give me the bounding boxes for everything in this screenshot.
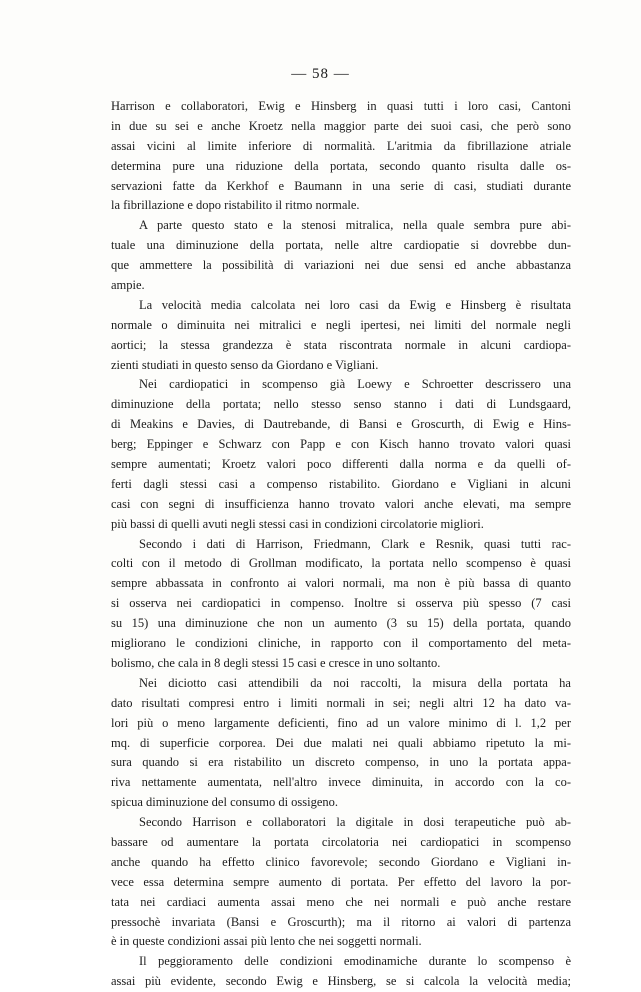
text-line: colti con il metodo di Grollman modificato, la portata nello scompenso è quasi — [111, 556, 571, 571]
text-line: aortici; la stessa grandezza è stata riscontrata normale in alcuni cardiopa- — [111, 337, 571, 352]
text-line: berg; Eppinger e Schwarz con Papp e con Kisch hanno trovato valori quasi — [111, 437, 571, 452]
text-line: Secondo i dati di Harrison, Friedmann, Clark e Resnik, quasi tutti rac- — [139, 536, 571, 551]
text-line: anche quando ha effetto clinico favorevole; secondo Giordano e Vigliani in- — [111, 854, 571, 869]
text-line: Nei cardiopatici in scompenso già Loewy e Schroetter descrissero una — [139, 377, 571, 392]
page-number: — 58 — — [291, 66, 350, 82]
text-line: sempre abbassata in confronto ai valori normali, ma non è più bassa di quanto — [111, 576, 571, 591]
text-line: mq. di superficie corporea. Dei due malati nei quali abbiamo ripetuto la mi- — [111, 735, 571, 750]
text-line: migliorano le condizioni cliniche, in rapporto con il comportamento del meta- — [111, 636, 571, 651]
text-line: dato risultati compresi entro i limiti normali in sei; negli altri 12 ha dato va- — [111, 695, 571, 710]
text-line: La velocità media calcolata nei loro casi da Ewig e Hinsberg è risultata — [139, 297, 571, 312]
text-line: zienti studiati in questo senso da Giordano e Vigliani. — [111, 357, 379, 372]
text-line: ampie. — [111, 278, 145, 293]
text-line: riva nettamente aumentata, nell'altro invece diminuita, in accordo con la co- — [111, 775, 571, 790]
text-line: ferti dagli stessi casi a compenso ristabilito. Giordano e Vigliani in alcuni — [111, 476, 571, 491]
text-line: bolismo, che cala in 8 degli stessi 15 casi e cresce in uno soltanto. — [111, 655, 441, 670]
text-line: Il peggioramento delle condizioni emodinamiche durante lo scompenso è — [139, 954, 571, 969]
text-line: lori più o meno largamente deficienti, fino ad un valore minimo di l. 1,2 per — [111, 715, 571, 730]
text-line: normale o diminuita nei mitralici e negli ipertesi, nei limiti del normale negli — [111, 317, 571, 332]
text-line: è in queste condizioni assai più lento che nei soggetti normali. — [111, 934, 422, 949]
text-line: determina pure una riduzione della portata, secondo quanto risulta dalle os- — [111, 158, 571, 173]
text-line: bassare od aumentare la portata circolatoria nei cardiopatici in scompenso — [111, 834, 571, 849]
text-line: sempre aumentati; Kroetz valori poco differenti dalla norma e da quelli of- — [111, 457, 571, 472]
text-line: vece essa determina sempre aumento di portata. Per effetto del lavoro la por- — [111, 874, 571, 889]
text-line: servazioni fatte da Kerkhof e Baumann in una serie di casi, studiati durante — [111, 178, 571, 193]
text-line: si osserva nei cardiopatici in compenso. Inoltre si osserva più spesso (7 casi — [111, 596, 571, 611]
text-line: Secondo Harrison e collaboratori la digitale in dosi terapeutiche può ab- — [139, 815, 571, 830]
text-line: Nei diciotto casi attendibili da noi raccolti, la misura della portata ha — [139, 675, 571, 690]
text-line: que ammettere la possibilità di variazioni nei due sensi ed anche abbastanza — [111, 258, 571, 273]
text-line: più bassi di quelli avuti negli stessi casi in condizioni circolatorie migliori. — [111, 516, 484, 531]
text-line: in due su sei e anche Kroetz nella maggior parte dei suoi casi, che però sono — [111, 118, 571, 133]
text-line: assai più evidente, secondo Ewig e Hinsberg, se si calcola la velocità media; — [111, 974, 571, 989]
text-line: assai vicini al limite inferiore di normalità. L'aritmia da fibrillazione atriale — [111, 138, 571, 153]
text-line: tata nei cardiaci aumenta assai meno che nei normali e può anche restare — [111, 894, 571, 909]
text-line: casi con segni di insufficienza hanno trovato valori anche elevati, ma sempre — [111, 496, 571, 511]
text-line: su 15) una diminuzione che non un aumento (3 su 15) della portata, quando — [111, 616, 571, 631]
text-line: spicua diminuzione del consumo di ossigeno. — [111, 795, 339, 810]
text-line: sura quando si era ristabilito un discreto compenso, in uno la portata appa- — [111, 755, 571, 770]
text-line: A parte questo stato e la stenosi mitralica, nella quale sembra pure abi- — [139, 218, 571, 233]
text-line: diminuzione della portata; nello stesso senso stanno i dati di Lundsgaard, — [111, 397, 571, 412]
text-line: la fibrillazione e dopo ristabilito il ritmo normale. — [111, 198, 360, 213]
text-line: pressochè invariata (Bansi e Groscurth); ma il ritorno ai valori di partenza — [111, 914, 571, 929]
text-line: di Meakins e Davies, di Dautrebande, di Bansi e Groscurth, di Ewig e Hins- — [111, 417, 571, 432]
document-text-body — [111, 97, 571, 992]
text-line: tuale una diminuzione della portata, nelle altre cardiopatie si dovrebbe dun- — [111, 238, 571, 253]
text-line: Harrison e collaboratori, Ewig e Hinsberg in quasi tutti i loro casi, Cantoni — [111, 99, 571, 113]
